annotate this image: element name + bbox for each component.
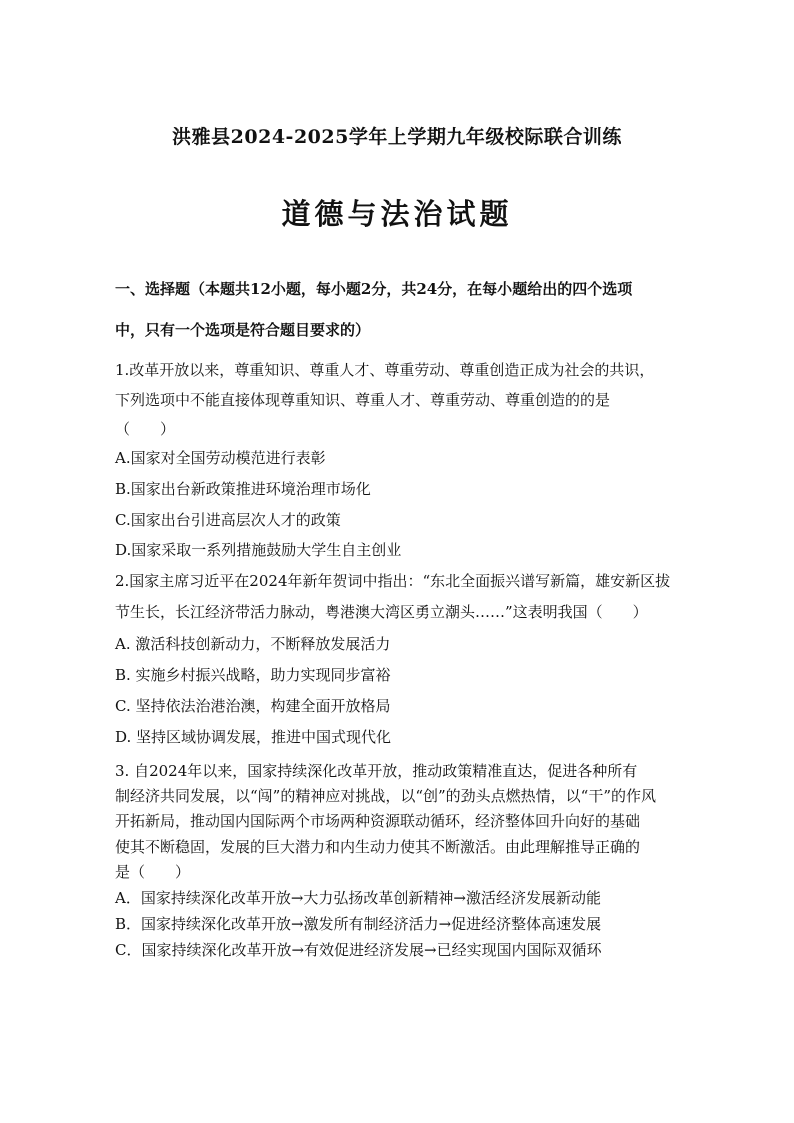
question-2-option-c: C. 坚持依法治港治澳，构建全面开放格局 [115,697,391,715]
section-heading-line-1: 一、选择题（本题共12小题，每小题2分，共24分，在每小题给出的四个选项 [115,280,633,298]
question-1-option-c: C.国家出台引进高层次人才的政策 [115,511,341,529]
exam-subject: 道德与法治试题 [281,197,513,231]
question-3-option-b: B．国家持续深化改革开放→激发所有制经济活力→促进经济整体高速发展 [115,915,602,933]
question-2-stem-line-1: 2.国家主席习近平在2024年新年贺词中指出：“东北全面振兴谱写新篇，雄安新区拔 [115,572,671,590]
question-3-stem-line-4: 使其不断稳固，发展的巨大潜力和内生动力使其不断激活。由此理解推导正确的 [115,838,641,856]
question-3-stem-line-5: 是（ ） [115,863,191,881]
question-2-option-b: B. 实施乡村振兴战略，助力实现同步富裕 [115,666,391,684]
exam-title: 洪雅县2024-2025学年上学期九年级校际联合训练 [172,126,622,148]
question-1-stem-line-2: 下列选项中不能直接体现尊重知识、尊重人才、尊重劳动、尊重创造的的是 [115,391,611,409]
question-2-option-d: D. 坚持区域协调发展，推进中国式现代化 [115,728,392,746]
question-3-option-c: C．国家持续深化改革开放→有效促进经济发展→已经实现国内国际双循环 [115,941,602,959]
question-3-stem-line-1: 3. 自2024年以来，国家持续深化改革开放，推动政策精准直达，促进各种所有 [115,762,638,780]
question-1-option-d: D.国家采取一系列措施鼓励大学生自主创业 [115,541,402,559]
question-2-option-a: A. 激活科技创新动力，不断释放发展活力 [115,635,391,653]
section-heading-line-2: 中，只有一个选项是符合题目要求的） [115,321,371,339]
question-3-stem-line-2: 制经济共同发展，以“闯”的精神应对挑战，以“创”的劲头点燃热情，以“干”的作风 [115,787,657,805]
question-3-stem-line-3: 开拓新局，推动国内国际两个市场两种资源联动循环，经济整体回升向好的基础 [115,812,641,830]
question-1-stem-line-1: 1.改革开放以来，尊重知识、尊重人才、尊重劳动、尊重创造正成为社会的共识， [115,361,655,379]
question-1-option-a: A.国家对全国劳动模范进行表彰 [115,449,326,467]
question-1-option-b: B.国家出台新政策推进环境治理市场化 [115,480,371,498]
question-1-answer-bracket: （ ） [115,420,176,438]
question-3-option-a: A．国家持续深化改革开放→大力弘扬改革创新精神→激活经济发展新动能 [115,889,601,907]
question-2-stem-line-2: 节生长，长江经济带活力脉动，粤港澳大湾区勇立潮头……”这表明我国（ ） [115,603,648,621]
